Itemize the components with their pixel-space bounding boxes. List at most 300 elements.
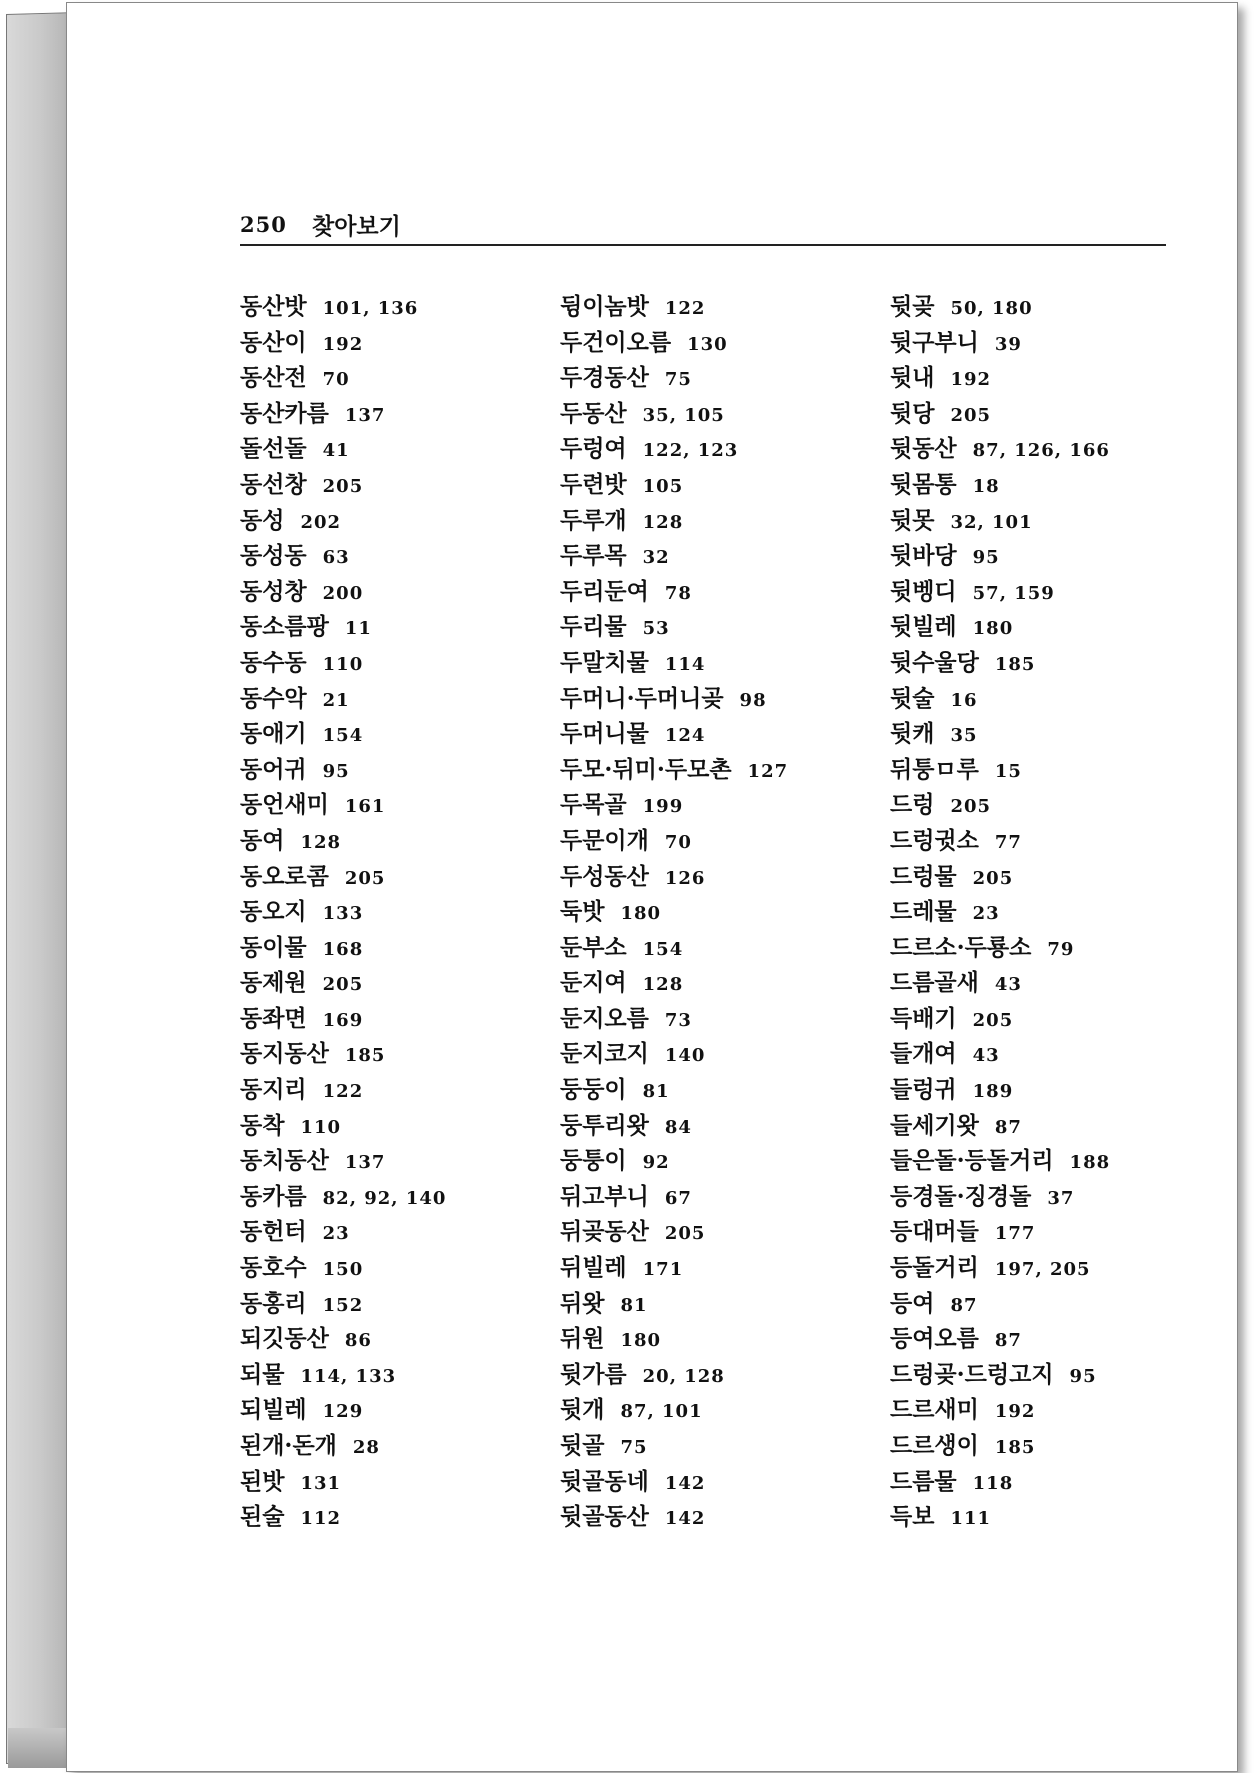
index-entry [890, 716, 1110, 752]
index-entry [560, 645, 788, 681]
index-page-refs: 192 [322, 333, 364, 355]
index-term: 두머니물 [560, 720, 649, 748]
index-page-refs: 205 [950, 404, 992, 426]
index-page-refs: 87 [950, 1294, 978, 1316]
index-term: 둑밧 [560, 898, 605, 926]
index-term: 드레물 [890, 898, 957, 926]
index-entry [560, 859, 788, 895]
index-term: 뒷내 [890, 364, 935, 392]
index-entry [240, 752, 446, 788]
index-page-refs: 140 [664, 1045, 706, 1067]
index-page-refs: 16 [950, 689, 978, 711]
index-term: 드렁곶·드렁고지 [890, 1360, 1054, 1388]
index-page-refs: 73 [664, 1009, 692, 1031]
index-entry [240, 431, 446, 467]
index-term: 두머니·두머니곶 [560, 684, 724, 712]
index-term: 둥퉁이 [560, 1147, 627, 1175]
index-page-refs: 110 [322, 653, 364, 675]
index-term: 뒷구부니 [890, 328, 979, 356]
page-number: 250 [240, 212, 287, 237]
index-term: 둔지여 [560, 969, 627, 997]
index-entry [240, 1499, 446, 1535]
index-page-refs: 110 [300, 1116, 342, 1138]
index-entry [560, 609, 788, 645]
index-page-refs: 114 [664, 653, 706, 675]
index-term: 되물 [240, 1360, 285, 1388]
index-term: 동제원 [240, 969, 307, 997]
index-page-refs: 205 [950, 796, 992, 818]
index-entry [240, 396, 446, 432]
index-page-refs: 78 [664, 582, 692, 604]
index-page-refs: 142 [664, 1472, 706, 1494]
index-term: 등돌거리 [890, 1254, 979, 1282]
index-entry [560, 1250, 788, 1286]
index-page-refs: 23 [972, 903, 1000, 925]
index-term: 득보 [890, 1503, 935, 1531]
index-term: 동치동산 [240, 1147, 329, 1175]
index-page-refs: 118 [972, 1472, 1014, 1494]
index-entry [240, 1214, 446, 1250]
index-page-refs: 122 [322, 1081, 364, 1103]
index-column-2 [560, 289, 788, 1535]
index-entry [890, 360, 1110, 396]
index-page-refs: 169 [322, 1009, 364, 1031]
index-page-refs: 112 [300, 1508, 342, 1530]
index-entry [240, 930, 446, 966]
index-entry [240, 1321, 446, 1357]
index-entry [240, 1108, 446, 1144]
index-page-refs: 205 [322, 974, 364, 996]
index-page-refs: 128 [300, 831, 342, 853]
index-page-refs: 133 [322, 903, 364, 925]
index-term: 등대머들 [890, 1218, 979, 1246]
index-page-refs: 130 [687, 333, 728, 355]
index-entry [240, 1143, 446, 1179]
index-page-refs: 70 [664, 831, 692, 853]
index-term: 두모·뒤미·두모촌 [560, 755, 732, 783]
index-entry [890, 1036, 1110, 1072]
index-page-refs: 180 [620, 1330, 662, 1352]
index-term: 두목골 [560, 791, 627, 819]
index-page-refs: 15 [994, 760, 1022, 782]
index-page-refs: 98 [739, 689, 767, 711]
index-entry [560, 574, 788, 610]
index-term: 등여 [890, 1289, 935, 1317]
index-term: 드르소·두룡소 [890, 933, 1032, 961]
index-term: 둔지오름 [560, 1004, 649, 1032]
index-entry [890, 1464, 1110, 1500]
index-term: 동산카름 [240, 399, 329, 427]
index-entry [890, 1428, 1110, 1464]
index-term: 두렁여 [560, 435, 627, 463]
index-term: 뒷벵디 [890, 577, 957, 605]
index-page-refs: 200 [322, 582, 364, 604]
index-term: 두루목 [560, 542, 627, 570]
index-term: 뒷바당 [890, 542, 957, 570]
index-entry [560, 1321, 788, 1357]
index-page-refs: 87, 101 [620, 1401, 703, 1423]
index-page-refs: 205 [972, 1009, 1014, 1031]
index-page-refs: 185 [994, 653, 1036, 675]
index-term: 동산전 [240, 364, 307, 392]
index-entry [240, 681, 446, 717]
index-entry [240, 1428, 446, 1464]
index-term: 동카름 [240, 1182, 307, 1210]
index-entry [240, 823, 446, 859]
index-term: 되깃동산 [240, 1325, 329, 1353]
index-term: 뒷동산 [890, 435, 957, 463]
index-page-refs: 32, 101 [950, 511, 1033, 533]
index-entry [560, 1392, 788, 1428]
index-term: 동산이 [240, 328, 307, 356]
index-term: 동선창 [240, 470, 307, 498]
index-page-refs: 92 [642, 1152, 670, 1174]
index-entry [560, 1357, 788, 1393]
index-term: 드르생이 [890, 1432, 979, 1459]
index-term: 되빌레 [240, 1396, 307, 1424]
index-entry [890, 289, 1110, 325]
page-title: 찾아보기 [312, 213, 401, 240]
index-page-refs: 177 [994, 1223, 1036, 1245]
index-term: 뒷골 [560, 1432, 605, 1459]
index-term: 뒤원 [560, 1325, 605, 1353]
index-term: 두건이오름 [560, 328, 672, 356]
index-entry [560, 752, 788, 788]
index-page-refs: 205 [322, 475, 364, 497]
index-term: 동홍리 [240, 1289, 307, 1317]
index-term: 동산밧 [240, 293, 307, 320]
index-term: 득배기 [890, 1004, 957, 1032]
page-header [240, 208, 1166, 246]
index-term: 된개·돈개 [240, 1432, 337, 1459]
index-term: 뒤곶동산 [560, 1218, 649, 1246]
index-entry [240, 503, 446, 539]
index-term: 돌선돌 [240, 435, 307, 463]
index-term: 두문이개 [560, 826, 649, 854]
index-page-refs: 154 [322, 725, 364, 747]
index-page-refs: 188 [1069, 1152, 1111, 1174]
index-term: 둥둥이 [560, 1076, 627, 1104]
index-term: 드름물 [890, 1467, 957, 1495]
index-entry [560, 360, 788, 396]
index-term: 두경동산 [560, 364, 649, 392]
index-entry [890, 538, 1110, 574]
index-page-refs: 43 [994, 974, 1022, 996]
index-page-refs: 70 [322, 369, 350, 391]
index-page-refs: 81 [642, 1081, 670, 1103]
index-term: 드렁물 [890, 862, 957, 890]
index-entry [890, 325, 1110, 361]
index-entry [560, 1072, 788, 1108]
index-page-refs: 75 [620, 1437, 648, 1458]
index-term: 동지동산 [240, 1040, 329, 1068]
index-entry [560, 467, 788, 503]
index-term: 동지리 [240, 1076, 307, 1104]
index-entry [890, 1321, 1110, 1357]
index-entry [560, 538, 788, 574]
index-term: 두성동산 [560, 862, 649, 890]
index-term: 뒷가름 [560, 1360, 627, 1388]
book-page-edge [6, 12, 70, 1764]
index-page-refs: 205 [664, 1223, 706, 1245]
index-term: 드렁 [890, 791, 935, 819]
index-entry [240, 1464, 446, 1500]
index-term: 드렁귓소 [890, 826, 979, 854]
index-entry [890, 1392, 1110, 1428]
index-page-refs: 137 [344, 404, 386, 426]
index-entry [890, 1250, 1110, 1286]
index-page-refs: 53 [642, 618, 670, 640]
index-page-refs: 32 [642, 547, 670, 569]
index-term: 동애기 [240, 720, 307, 748]
index-page-refs: 154 [642, 938, 684, 960]
index-term: 둔부소 [560, 933, 627, 961]
index-entry [560, 1214, 788, 1250]
index-entry [560, 325, 788, 361]
index-entry [890, 681, 1110, 717]
index-page-refs: 82, 92, 140 [322, 1187, 447, 1209]
index-term: 뒤고부니 [560, 1182, 649, 1210]
index-entry [560, 716, 788, 752]
index-page-refs: 35 [950, 725, 978, 747]
index-term: 동성창 [240, 577, 307, 605]
index-entry [890, 1286, 1110, 1322]
index-term: 들은돌·등돌거리 [890, 1147, 1054, 1175]
index-entry [560, 681, 788, 717]
index-page-refs: 21 [322, 689, 350, 711]
index-term: 동언새미 [240, 791, 329, 819]
index-page-refs: 105 [642, 475, 684, 497]
index-page-refs: 127 [747, 760, 789, 782]
index-term: 동착 [240, 1111, 285, 1139]
index-term: 등경돌·징경돌 [890, 1182, 1032, 1210]
index-term: 들렁귀 [890, 1076, 957, 1104]
index-entry [240, 360, 446, 396]
index-entry [240, 467, 446, 503]
index-page-refs: 87, 126, 166 [972, 440, 1110, 462]
index-entry [560, 1428, 788, 1464]
index-page-refs: 128 [642, 511, 684, 533]
index-entry [560, 396, 788, 432]
index-page-refs: 63 [322, 547, 350, 569]
index-entry [890, 1179, 1110, 1215]
index-page-refs: 41 [322, 440, 350, 462]
index-term: 동오로콤 [240, 862, 329, 890]
index-term: 드르새미 [890, 1396, 979, 1424]
index-entry [240, 1072, 446, 1108]
index-entry [560, 894, 788, 930]
index-term: 들세기왓 [890, 1111, 979, 1139]
index-term: 뒷캐 [890, 720, 935, 748]
index-page-refs: 185 [344, 1045, 386, 1067]
index-entry [890, 1072, 1110, 1108]
index-term: 뒷빌레 [890, 613, 957, 641]
index-entry [560, 1108, 788, 1144]
index-page-refs: 192 [994, 1401, 1036, 1423]
index-term: 두말치물 [560, 648, 649, 676]
index-entry [560, 787, 788, 823]
index-entry [240, 609, 446, 645]
index-entry [890, 1143, 1110, 1179]
index-page-refs: 101, 136 [322, 298, 419, 319]
index-entry [240, 1392, 446, 1428]
index-term: 두리둔여 [560, 577, 649, 605]
index-entry [890, 930, 1110, 966]
index-page-refs: 199 [642, 796, 684, 818]
index-entry [240, 1179, 446, 1215]
index-page-refs: 168 [322, 938, 364, 960]
index-term: 동수동 [240, 648, 307, 676]
index-term: 두련밧 [560, 470, 627, 498]
index-entry [560, 1464, 788, 1500]
index-page-refs: 189 [972, 1081, 1014, 1103]
index-term: 둔지코지 [560, 1040, 649, 1068]
index-entry [890, 752, 1110, 788]
index-page-refs: 50, 180 [950, 298, 1033, 319]
index-entry [890, 503, 1110, 539]
index-term: 두리물 [560, 613, 627, 641]
index-entry [560, 823, 788, 859]
index-entry [560, 930, 788, 966]
index-entry [890, 467, 1110, 503]
index-term: 된술 [240, 1503, 285, 1531]
index-term: 동헌터 [240, 1218, 307, 1246]
index-page-refs: 126 [664, 867, 706, 889]
index-page-refs: 180 [620, 903, 662, 925]
index-page-refs: 114, 133 [300, 1365, 397, 1387]
index-page-refs: 161 [344, 796, 386, 818]
index-page-refs: 150 [322, 1259, 364, 1281]
index-term: 들개여 [890, 1040, 957, 1068]
index-page-refs: 81 [620, 1294, 648, 1316]
index-entry [240, 1286, 446, 1322]
index-term: 동성동 [240, 542, 307, 570]
index-entry [890, 965, 1110, 1001]
index-term: 동좌면 [240, 1004, 307, 1032]
index-entry [890, 823, 1110, 859]
index-page-refs: 79 [1047, 938, 1075, 960]
index-term: 동성 [240, 506, 285, 534]
index-page-refs: 202 [300, 511, 342, 533]
index-page-refs: 18 [972, 475, 1000, 497]
index-column-1 [240, 289, 446, 1535]
index-page-refs: 129 [322, 1401, 364, 1423]
index-page-refs: 197, 205 [994, 1259, 1091, 1281]
index-page-refs: 205 [344, 867, 386, 889]
index-page-refs: 77 [994, 831, 1022, 853]
index-page-refs: 11 [344, 618, 372, 640]
index-term: 뒤퉁ㅁ루 [890, 755, 979, 783]
index-entry [890, 645, 1110, 681]
index-term: 뒤왓 [560, 1289, 605, 1317]
index-page-refs: 39 [994, 333, 1022, 355]
index-term: 등여오름 [890, 1325, 979, 1353]
index-page-refs: 137 [344, 1152, 386, 1174]
index-entry [240, 1001, 446, 1037]
book-page-edge-bottom [8, 1728, 68, 1768]
index-page-refs: 43 [972, 1045, 1000, 1067]
index-entry [240, 538, 446, 574]
index-page-refs: 87 [994, 1330, 1022, 1352]
index-entry [890, 1214, 1110, 1250]
index-page-refs: 131 [300, 1472, 342, 1494]
index-entry [240, 645, 446, 681]
index-page-refs: 28 [352, 1437, 380, 1458]
index-page-refs: 86 [344, 1330, 372, 1352]
index-entry [560, 1036, 788, 1072]
index-page-refs: 75 [664, 369, 692, 391]
index-entry [890, 396, 1110, 432]
index-entry [890, 609, 1110, 645]
index-term: 된밧 [240, 1467, 285, 1495]
index-page-refs: 128 [642, 974, 684, 996]
index-term: 뒹이놈밧 [560, 293, 649, 320]
index-entry [240, 574, 446, 610]
index-page-refs: 37 [1047, 1187, 1075, 1209]
index-page-refs: 205 [972, 867, 1014, 889]
index-entry [560, 1499, 788, 1535]
index-entry [240, 1357, 446, 1393]
index-entry [890, 1001, 1110, 1037]
index-entry [560, 431, 788, 467]
index-term: 뒷곶 [890, 293, 935, 320]
index-term: 뒷당 [890, 399, 935, 427]
index-entry [240, 894, 446, 930]
index-page-refs: 171 [642, 1259, 684, 1281]
index-page-refs: 122 [664, 298, 706, 319]
index-entry [240, 859, 446, 895]
index-term: 뒷골동산 [560, 1503, 649, 1531]
index-page-refs: 23 [322, 1223, 350, 1245]
index-term: 둥투리왓 [560, 1111, 649, 1139]
index-entry [560, 289, 788, 325]
index-page-refs: 111 [950, 1508, 992, 1530]
index-entry [560, 1143, 788, 1179]
index-entry [560, 965, 788, 1001]
index-term: 뒷수울당 [890, 648, 979, 676]
index-entry [560, 1001, 788, 1037]
index-entry [240, 716, 446, 752]
index-entry [890, 1499, 1110, 1535]
index-page-refs: 87 [994, 1116, 1022, 1138]
index-page-refs: 192 [950, 369, 992, 391]
index-term: 뒤빌레 [560, 1254, 627, 1282]
index-entry [890, 859, 1110, 895]
index-entry [560, 503, 788, 539]
index-term: 동여 [240, 826, 285, 854]
index-term: 동오지 [240, 898, 307, 926]
index-page-refs: 95 [322, 760, 350, 782]
index-entry [890, 787, 1110, 823]
index-term: 두루개 [560, 506, 627, 534]
index-page-refs: 67 [664, 1187, 692, 1209]
index-page-refs: 142 [664, 1508, 706, 1530]
index-term: 뒷골동네 [560, 1467, 649, 1495]
index-term: 드름골새 [890, 969, 979, 997]
index-term: 동어귀 [240, 755, 307, 783]
index-page-refs: 95 [1069, 1365, 1097, 1387]
index-column-3 [890, 289, 1110, 1535]
index-term: 동호수 [240, 1254, 307, 1282]
index-entry [890, 574, 1110, 610]
index-entry [240, 325, 446, 361]
index-term: 동소름팡 [240, 613, 329, 641]
index-entry [560, 1286, 788, 1322]
index-entry [240, 1250, 446, 1286]
index-page-refs: 122, 123 [642, 440, 739, 462]
index-page-refs: 95 [972, 547, 1000, 569]
index-entry [240, 965, 446, 1001]
